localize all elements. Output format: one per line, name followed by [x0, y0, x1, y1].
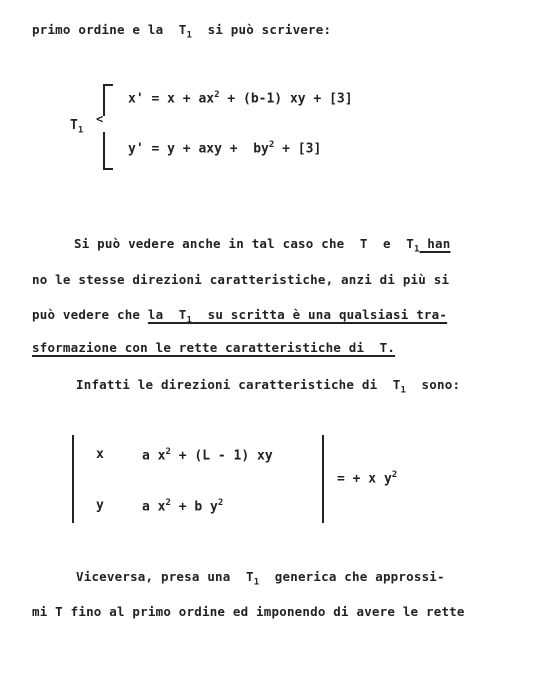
det-rhs	[337, 470, 397, 486]
det-r2c2-a: a x	[142, 499, 166, 515]
intro-subscript: 1	[186, 30, 193, 41]
det-r2c2-exp2: 2	[217, 498, 224, 508]
para1-line3	[32, 307, 447, 326]
para1-line1-text: Si può vedere anche in tal caso che T e T	[74, 236, 414, 251]
para3-line2: mi T fino al primo ordine ed imponendo di avere le rette	[32, 604, 465, 619]
intro-text-end: si può scrivere:	[192, 22, 332, 37]
system-lhs-symbol: T	[70, 118, 78, 133]
para3-line1-subscript: 1	[253, 577, 260, 588]
para1-line1	[74, 236, 450, 255]
det-r2c2	[142, 498, 223, 514]
eq1-part-b: + (b-1) xy + [3]	[219, 91, 353, 107]
det-rhs-exp: 2	[391, 470, 398, 480]
det-r1c1: x	[96, 447, 104, 462]
det-rhs-text: = + x y	[337, 471, 392, 487]
para1-line3-subscript: 1	[186, 315, 193, 326]
para1-line4: sformazione con le rette caratteristiche di T.	[32, 340, 396, 355]
equation-y-prime	[128, 140, 321, 156]
para1-line3-u2: su scritta è una qualsiasi tra-	[192, 307, 448, 322]
para2-text-end: sono:	[406, 377, 461, 392]
intro-line	[32, 22, 331, 41]
det-r2c2-exp: 2	[165, 498, 171, 508]
para3-line1	[76, 569, 445, 588]
eq2-part-b: + [3]	[274, 141, 322, 157]
para1-line2: no le stesse direzioni caratteristiche, anzi di più si	[32, 272, 450, 287]
eq1-part-a: x' = x + ax	[128, 91, 215, 107]
det-r1c2	[142, 447, 273, 463]
para1-line1-subscript: 1	[413, 244, 420, 255]
para1-line1-end: han	[419, 236, 451, 251]
system-lhs-subscript: 1	[77, 125, 84, 136]
system-lhs	[70, 118, 83, 136]
para1-line3-text: può vedere che	[32, 307, 148, 322]
para1-line3-underlined	[147, 307, 448, 326]
determinant-left-bar	[72, 435, 74, 523]
para2-line	[76, 377, 460, 396]
det-r1c2-a: a x	[142, 448, 166, 464]
system-brace-tip: <	[96, 112, 104, 126]
equation-x-prime	[128, 90, 353, 106]
eq1-exponent: 2	[214, 90, 220, 100]
para2-subscript: 1	[400, 385, 407, 396]
det-r2c2-b: + b y	[170, 499, 218, 515]
para3-line1-text: Viceversa, presa una T	[76, 569, 254, 584]
para2-text: Infatti le direzioni caratteristiche di T	[76, 377, 401, 392]
intro-text: primo ordine e la T	[32, 22, 187, 37]
system-brace-bottom	[103, 132, 113, 170]
para3-line1-end: generica che approssi-	[259, 569, 445, 584]
eq2-exponent: 2	[268, 140, 275, 150]
system-brace-top	[103, 84, 113, 116]
det-r2c1: y	[96, 498, 104, 513]
det-r1c2-exp: 2	[165, 447, 171, 457]
det-r1c2-b: + (L - 1) xy	[170, 448, 273, 464]
determinant-right-bar	[322, 435, 324, 523]
eq2-part-a: y' = y + axy + by	[128, 141, 269, 157]
para1-line3-u1: la T	[147, 307, 187, 322]
